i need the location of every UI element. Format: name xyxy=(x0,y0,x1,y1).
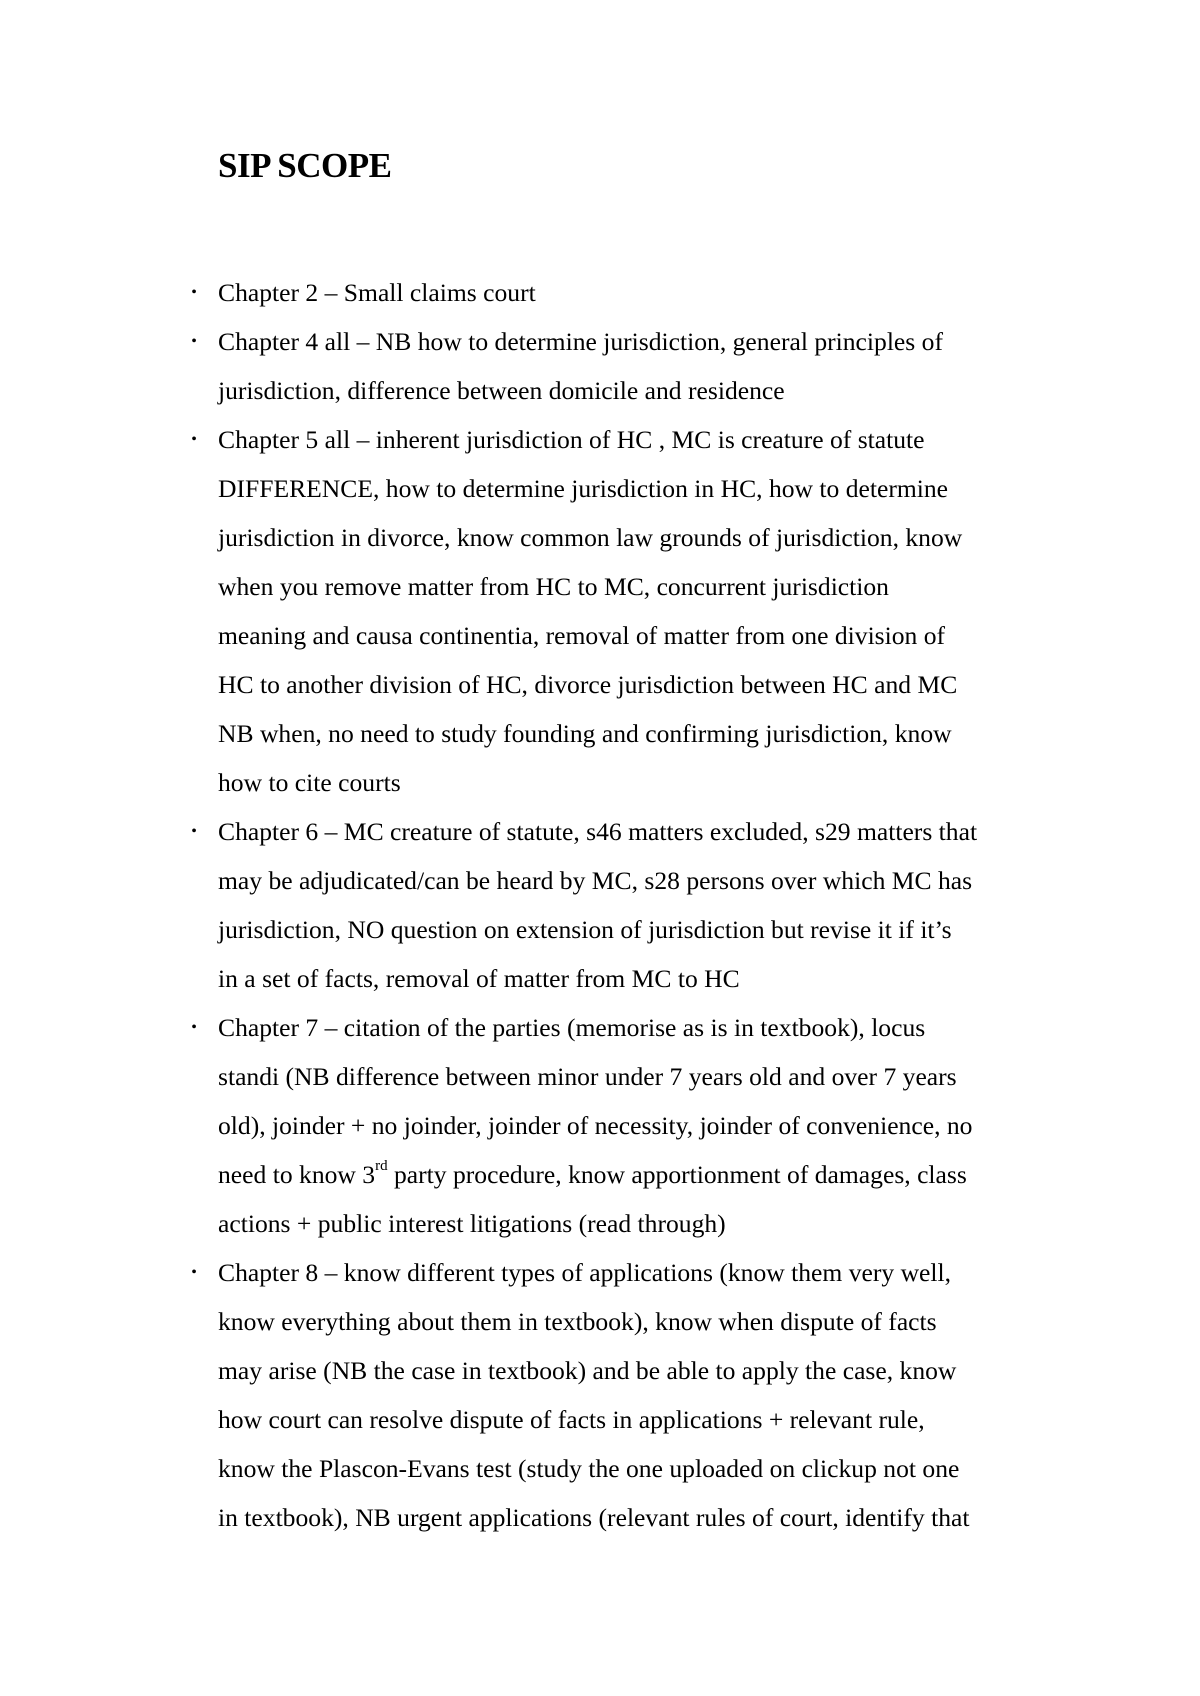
list-item-chapter-5 xyxy=(191,415,1068,807)
list-item-line: jurisdiction, difference between domicile and residence xyxy=(218,376,785,405)
list-item-line: in a set of facts, removal of matter from MC to HC xyxy=(218,964,740,993)
bullet-icon: • xyxy=(191,823,197,840)
list-item-chapter-4 xyxy=(191,317,1068,415)
list-item-line: how court can resolve dispute of facts in applications + relevant rule, xyxy=(218,1405,925,1434)
list-item-chapter-2 xyxy=(191,268,1068,317)
bullet-icon: • xyxy=(191,1264,197,1281)
list-item-chapter-7 xyxy=(191,1003,1068,1248)
list-item-chapter-6 xyxy=(191,807,1068,1003)
list-item-line: Chapter 6 – MC creature of statute, s46 matters excluded, s29 matters that xyxy=(218,817,978,846)
list-item-line: Chapter 8 – know different types of applications (know them very well, xyxy=(218,1258,952,1287)
list-item-line: know the Plascon-Evans test (study the one uploaded on clickup not one xyxy=(218,1454,960,1483)
list-item-line: Chapter 2 – Small claims court xyxy=(218,278,536,307)
list-item-line: meaning and causa continentia, removal of matter from one division of xyxy=(218,621,946,650)
bullet-icon: • xyxy=(191,1019,197,1036)
list-item-line-superscript xyxy=(218,1150,1068,1199)
list-item-line: Chapter 7 – citation of the parties (memorise as is in textbook), locus xyxy=(218,1013,926,1042)
page-title: SIP SCOPE xyxy=(218,146,392,185)
list-item-line: NB when, no need to study founding and confirming jurisdiction, know xyxy=(218,719,952,748)
list-item-line: jurisdiction in divorce, know common law grounds of jurisdiction, know xyxy=(218,523,963,552)
list-item-line: actions + public interest litigations (read through) xyxy=(218,1209,726,1238)
list-item-line: Chapter 5 all – inherent jurisdiction of HC , MC is creature of statute xyxy=(218,425,925,454)
line-text-after: party procedure, know apportionment of damages, class xyxy=(387,1160,967,1189)
list-item-line: Chapter 4 all – NB how to determine jurisdiction, general principles of xyxy=(218,327,943,356)
scope-list xyxy=(191,268,1068,1542)
list-item-line: when you remove matter from HC to MC, concurrent jurisdiction xyxy=(218,572,889,601)
bullet-icon: • xyxy=(191,284,197,301)
list-item-line: may be adjudicated/can be heard by MC, s28 persons over which MC has xyxy=(218,866,973,895)
ordinal-superscript: rd xyxy=(375,1158,388,1175)
list-item-line: DIFFERENCE, how to determine jurisdiction in HC, how to determine xyxy=(218,474,949,503)
bullet-icon: • xyxy=(191,431,197,448)
list-item-line: in textbook), NB urgent applications (relevant rules of court, identify that xyxy=(218,1503,970,1532)
list-item-chapter-8 xyxy=(191,1248,1068,1542)
list-item-line: jurisdiction, NO question on extension of jurisdiction but revise it if it’s xyxy=(218,915,952,944)
line-text-before: need to know 3 xyxy=(218,1160,376,1189)
list-item-line: may arise (NB the case in textbook) and be able to apply the case, know xyxy=(218,1356,957,1385)
list-item-line: HC to another division of HC, divorce jurisdiction between HC and MC xyxy=(218,670,958,699)
list-item-line: know everything about them in textbook), know when dispute of facts xyxy=(218,1307,937,1336)
bullet-icon: • xyxy=(191,333,197,350)
list-item-line: standi (NB difference between minor under 7 years old and over 7 years xyxy=(218,1062,957,1091)
list-item-line: old), joinder + no joinder, joinder of necessity, joinder of convenience, no xyxy=(218,1111,973,1140)
list-item-line: how to cite courts xyxy=(218,768,401,797)
